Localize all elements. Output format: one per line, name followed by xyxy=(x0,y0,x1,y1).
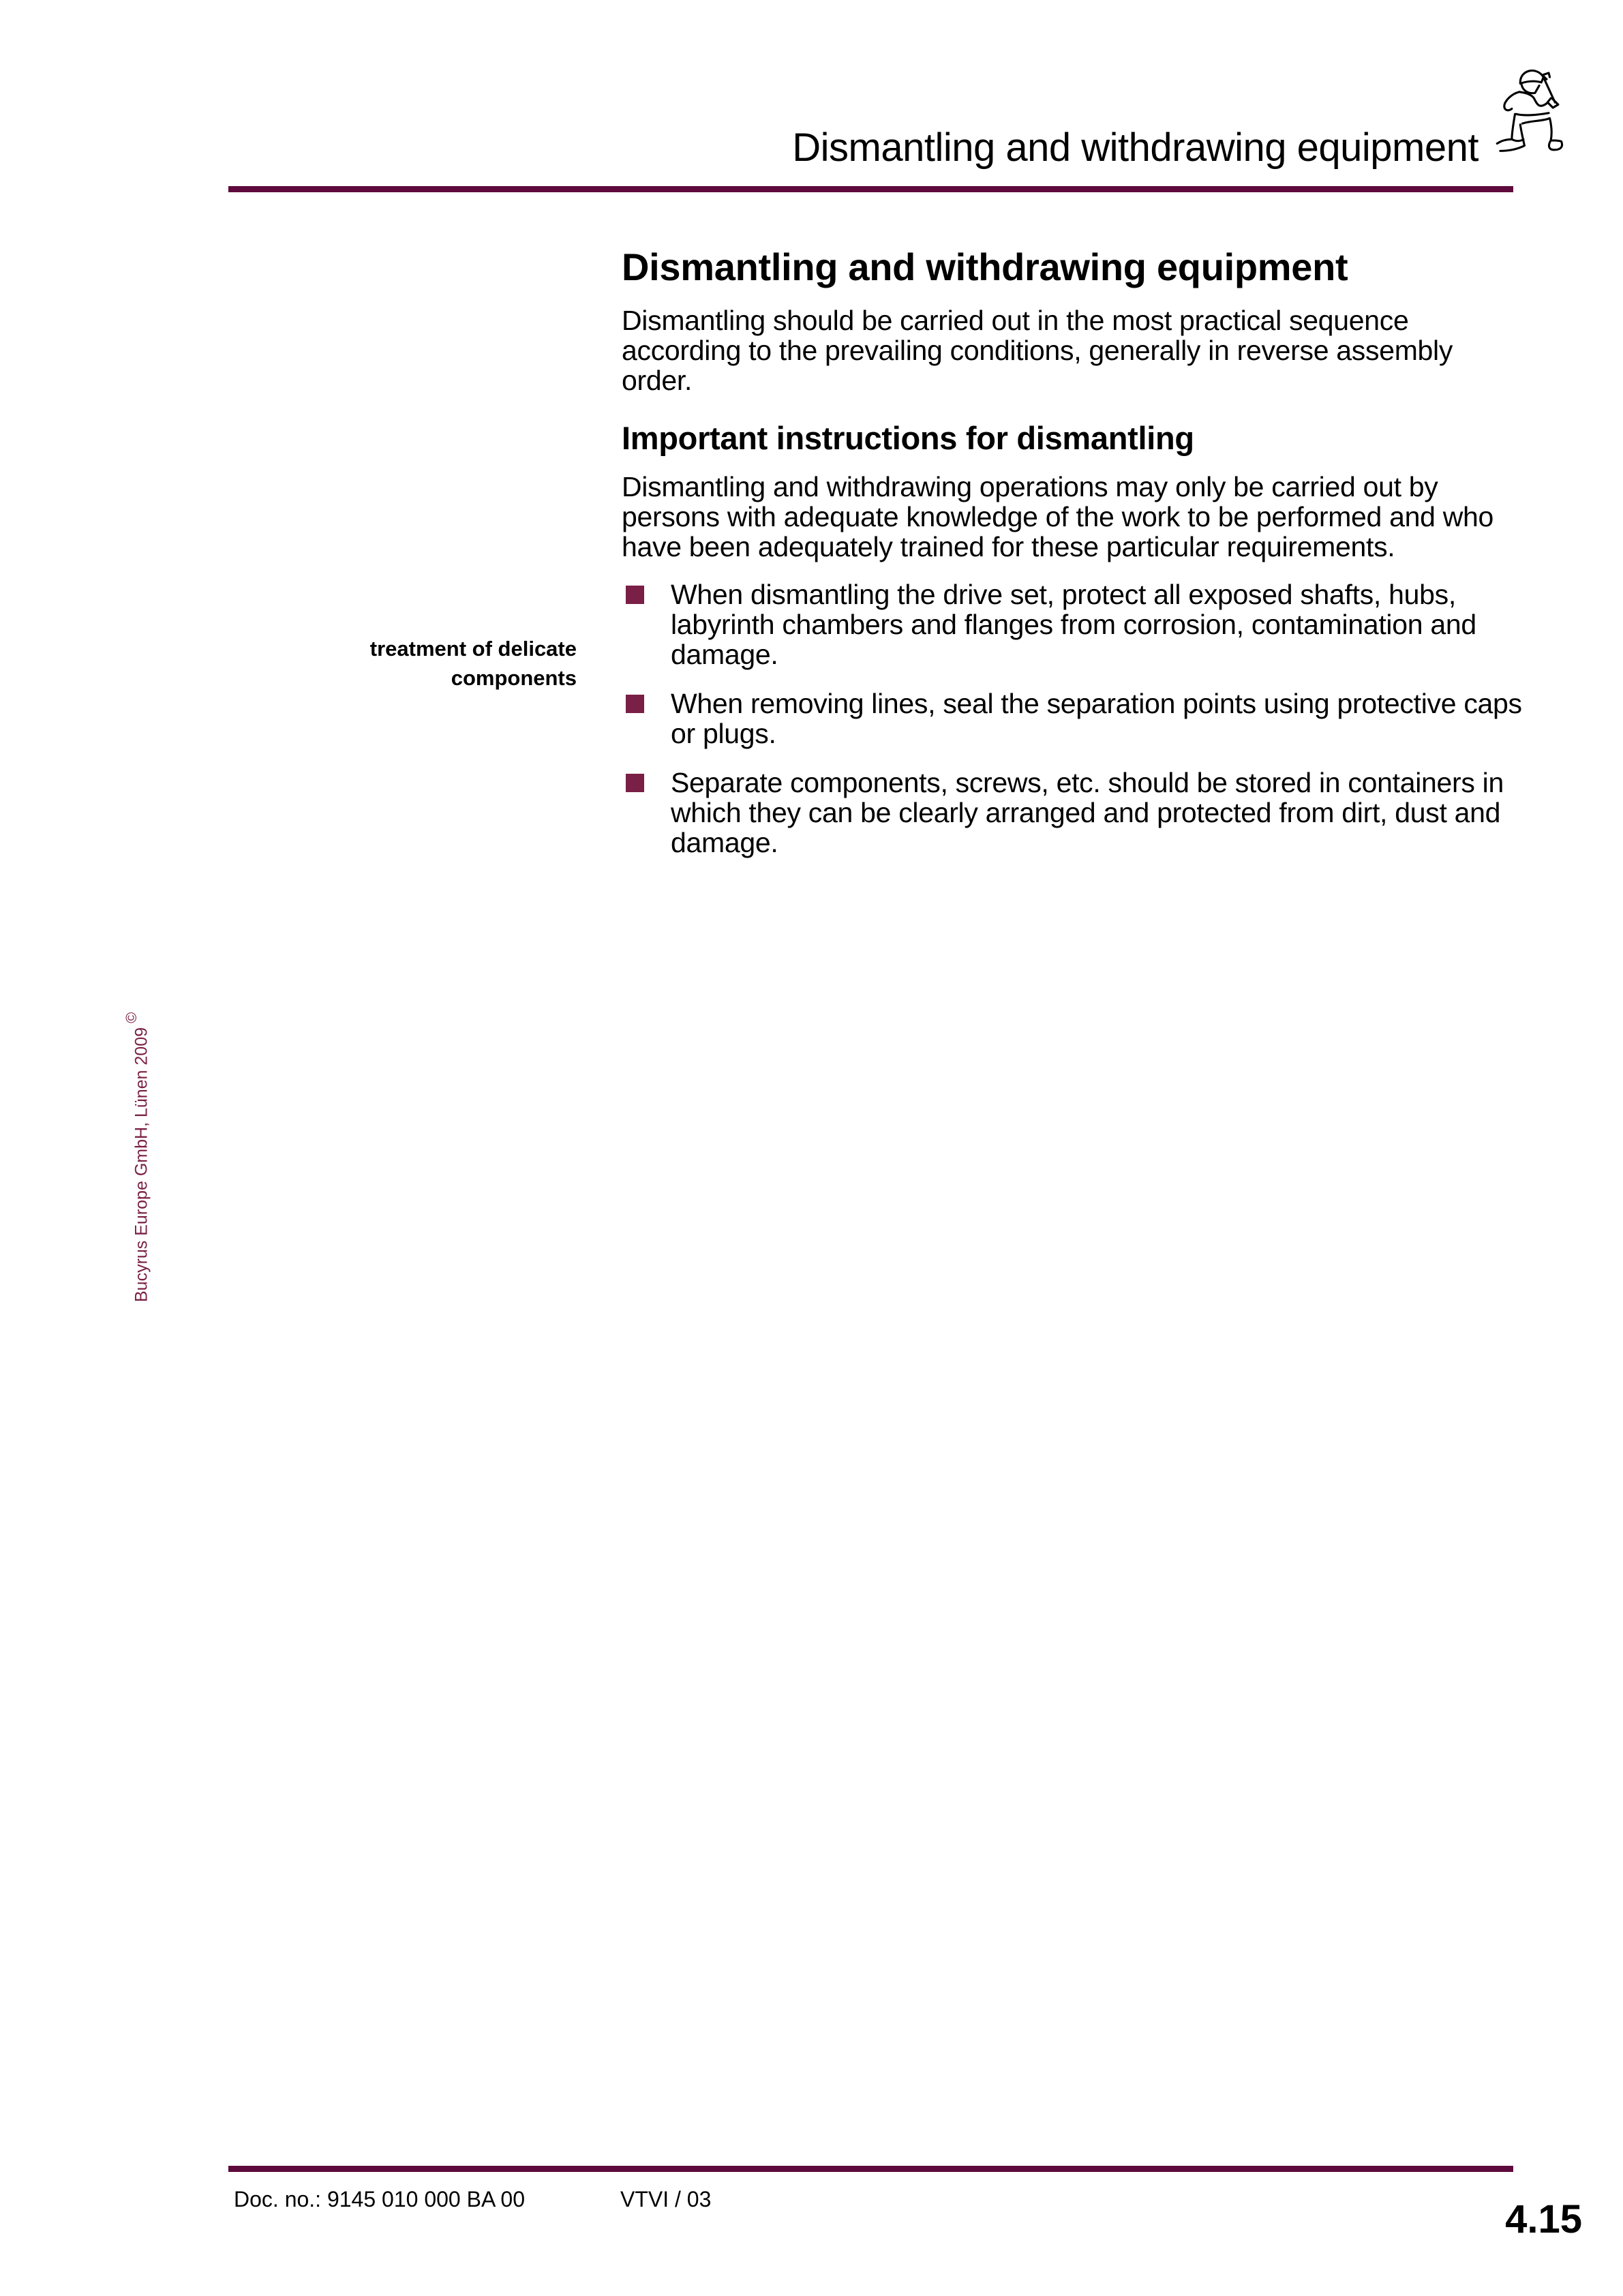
bullet-square-icon xyxy=(626,586,644,604)
page-title: Dismantling and withdrawing equipment xyxy=(622,245,1348,288)
page-number: 4.15 xyxy=(1505,2197,1582,2241)
intro-paragraph: Dismantling should be carried out in the most practical sequence according to the prevailing conditions, generally in reverse assembly order. xyxy=(622,305,1453,397)
document-number: Doc. no.: 9145 010 000 BA 00 xyxy=(234,2187,525,2211)
margin-label: treatment of delicate components xyxy=(369,637,577,690)
list-item-text: When removing lines, seal the separation points using protective caps or plugs. xyxy=(671,688,1522,750)
bullet-list xyxy=(622,579,1522,859)
footer-rule xyxy=(228,2166,1513,2172)
section-heading: Important instructions for dismantling xyxy=(622,420,1194,457)
list-item-text: When dismantling the drive set, protect all exposed shafts, hubs, labyrinth chambers and flanges from corrosion, contamination and damage. xyxy=(671,579,1476,671)
bullet-square-icon xyxy=(626,774,644,792)
bullet-square-icon xyxy=(626,695,644,713)
document-version: VTVI / 03 xyxy=(620,2187,712,2211)
list-item xyxy=(622,688,1522,750)
copyright-text: Bucyrus Europe GmbH, Lünen 2009 xyxy=(132,1027,151,1302)
running-header-title: Dismantling and withdrawing equipment xyxy=(792,125,1478,170)
section-paragraph: Dismantling and withdrawing operations may only be carried out by persons with adequate knowledge of the work to be performed and who have been adequately trained for these particular requirements. xyxy=(622,471,1494,563)
main-content xyxy=(622,245,1522,877)
list-item xyxy=(622,768,1515,858)
header-rule xyxy=(228,186,1513,192)
kneeling-worker-with-wrench-icon xyxy=(1479,61,1595,177)
list-item xyxy=(622,579,1515,669)
list-item-text: Separate components, screws, etc. should be stored in containers in which they can be clearly arranged and protected from dirt, dust and damage. xyxy=(671,767,1504,859)
copyright-symbol: © xyxy=(123,1012,140,1023)
copyright-notice xyxy=(123,1012,151,1302)
